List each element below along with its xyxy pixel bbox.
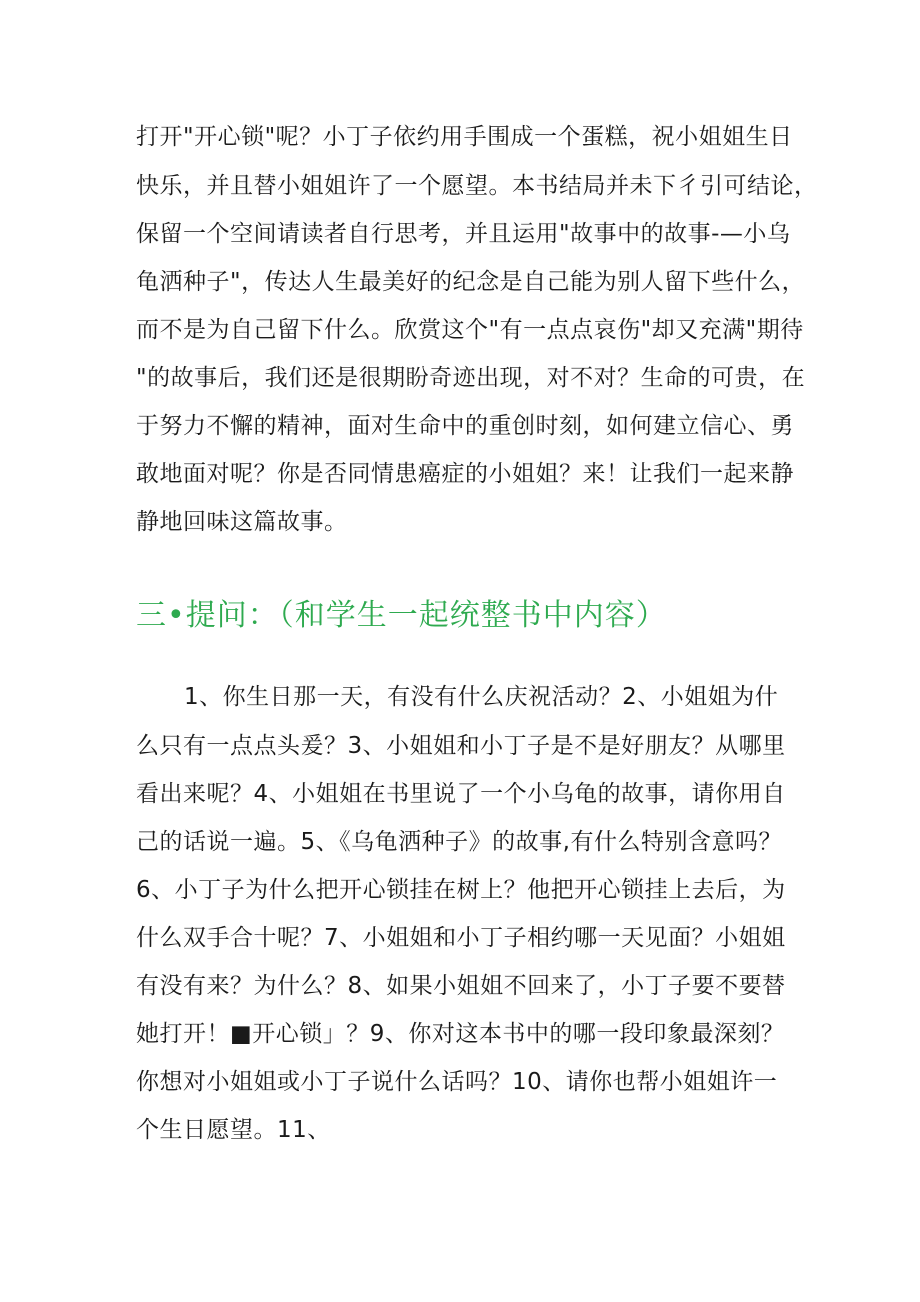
- paragraph-line: 己的话说一遍。5、《乌龟洒种子》的故事,有什么特别含意吗？: [136, 829, 782, 855]
- paragraph-line: 保留一个空间请读者自行思考，并且运用"故事中的故事-—小乌: [136, 221, 791, 247]
- paragraph-line: 龟洒种子"，传达人生最美好的纪念是自己能为别人留下些什么，: [136, 269, 806, 295]
- paragraph-line: 个生日愿望。11、: [136, 1117, 331, 1143]
- paragraph-line: 于努力不懈的精神，面对生命中的重创时刻，如何建立信心、勇: [136, 413, 794, 439]
- paragraph-line: 静地回味这篇故事。: [136, 509, 348, 535]
- paragraph-line: 看出来呢？4、小姐姐在书里说了一个小乌龟的故事，请你用自: [136, 781, 786, 807]
- paragraph-line: 么只有一点点头爰？3、小姐姐和小丁子是不是好朋友？从哪里: [136, 733, 786, 759]
- paragraph-line: 6、小丁子为什么把开心锁挂在树上？他把开心锁挂上去后，为: [136, 877, 786, 903]
- paragraph-line: 什么双手合十呢？7、小姐姐和小丁子相约哪一天见面？小姐姐: [136, 925, 786, 951]
- paragraph-line: 有没有来？为什么？8、如果小姐姐不回来了，小丁子要不要替: [136, 973, 786, 999]
- paragraph-line: 你想对小姐姐或小丁子说什么话吗？10、请你也帮小姐姐许一: [136, 1069, 778, 1095]
- paragraph-line: 1、你生日那一天，有没有什么庆祝活动？2、小姐姐为什: [184, 684, 779, 710]
- paragraph-line: 而不是为自己留下什么。欣赏这个"有一点点哀伤"却又充满"期待: [136, 317, 804, 343]
- paragraph-line: 敢地面对呢？你是否同情患癌症的小姐姐？来！让我们一起来静: [136, 461, 794, 487]
- paragraph-line: "的故事后，我们还是很期盼奇迹出现，对不对？生命的可贵，在: [136, 365, 806, 391]
- paragraph-line: 打开"开心锁"呢？小丁子依约用手围成一个蛋糕，祝小姐姐生日: [136, 124, 793, 150]
- paragraph-line: 她打开！■开心锁」？9、你对这本书中的哪一段印象最深刻？: [136, 1021, 785, 1047]
- paragraph-line: 快乐，并且替小姐姐许了一个愿望。本书结局并未下彳引可结论，: [136, 173, 818, 199]
- section-heading: 三•提问：（和学生一起统整书中内容）: [136, 598, 667, 633]
